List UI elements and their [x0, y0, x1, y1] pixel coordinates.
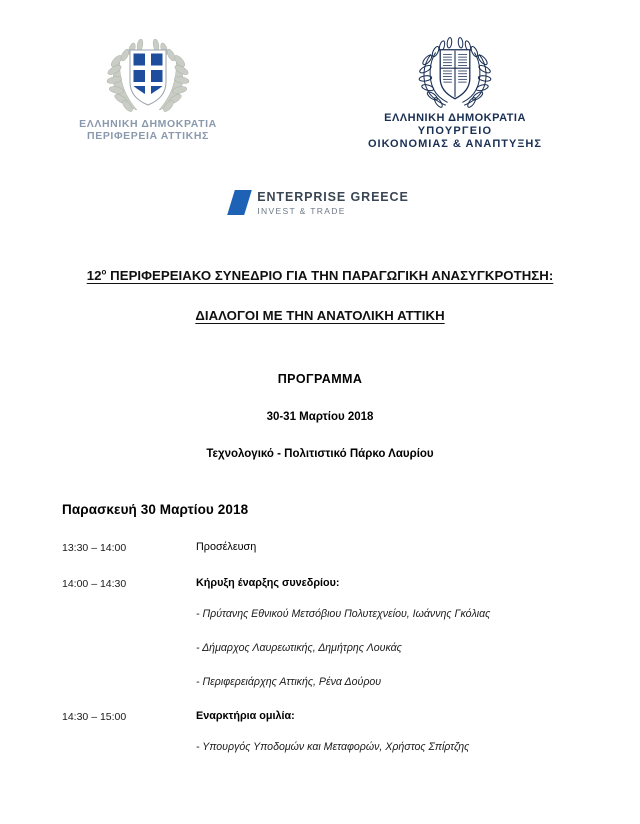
schedule-subitem-row	[62, 608, 582, 620]
logo-left-caption-line2: ΠΕΡΙΦΕΡΕΙΑ ΑΤΤΙΚΗΣ	[87, 130, 209, 143]
logo-left-caption	[52, 118, 244, 143]
logo-ministry-economy-development	[352, 34, 558, 151]
logo-region-attica	[52, 34, 244, 143]
schedule-entry-title: Προσέλευση	[196, 541, 257, 553]
program-label: ΠΡΟΓΡΑΜΜΑ	[277, 372, 363, 386]
schedule-subitem-row	[62, 676, 582, 688]
schedule-subitem-spacer	[62, 676, 196, 688]
schedule-entry-row	[62, 710, 582, 723]
schedule-section	[62, 502, 582, 775]
conference-title	[0, 268, 640, 323]
program-venue: Τεχνολογικό - Πολιτιστικό Πάρκο Λαυρίου	[206, 448, 434, 460]
conference-ordinal-number: 12	[86, 268, 102, 283]
schedule-entry-list	[62, 541, 582, 753]
enterprise-greece-tagline: INVEST & TRADE	[257, 205, 346, 216]
schedule-subitem-text: - Περιφερειάρχης Αττικής, Ρένα Δούρου	[196, 676, 382, 688]
enterprise-greece-mark-icon	[227, 190, 252, 215]
schedule-subitem-spacer	[62, 642, 196, 654]
logo-right-caption	[352, 112, 558, 151]
program-dates: 30-31 Μαρτίου 2018	[266, 411, 374, 423]
hellenic-republic-coat-of-arms-icon	[106, 34, 190, 114]
logo-right-caption-line3: ΟΙΚΟΝΟΜΙΑΣ & ΑΝΑΠΤΥΞΗΣ	[368, 137, 542, 150]
schedule-subitem-text: - Πρύτανης Εθνικού Μετσόβιου Πολυτεχνείου, Ιωάννης Γκόλιας	[196, 608, 491, 620]
schedule-entry-row	[62, 577, 582, 590]
program-meta	[0, 372, 640, 460]
logo-right-caption-line1: ΕΛΛΗΝΙΚΗ ΔΗΜΟΚΡΑΤΙΑ	[384, 112, 526, 124]
schedule-entry-time: 14:00 – 14:30	[62, 578, 127, 590]
schedule-entry-time: 14:30 – 15:00	[62, 711, 127, 723]
schedule-entry-title: Κήρυξη έναρξης συνεδρίου:	[196, 577, 340, 589]
schedule-subitem-text: - Δήμαρχος Λαυρεωτικής, Δημήτρης Λουκάς	[196, 642, 402, 654]
hellenic-republic-ministry-coat-of-arms-icon	[416, 34, 494, 108]
logo-right-caption-line2: ΥΠΟΥΡΓΕΙΟ	[417, 124, 493, 137]
header-logo-band	[0, 0, 640, 170]
enterprise-greece-name: ENTERPRISE GREECE	[257, 190, 409, 204]
conference-title-line1	[0, 268, 640, 283]
schedule-subitem-spacer	[62, 608, 196, 620]
schedule-entry-time: 13:30 – 14:00	[62, 542, 127, 554]
schedule-entry-title: Εναρκτήρια ομιλία:	[196, 710, 295, 722]
schedule-subitem-spacer	[62, 741, 196, 753]
schedule-subitem-row	[62, 741, 582, 753]
schedule-entry-row	[62, 541, 582, 554]
enterprise-greece-logo-wrap	[0, 190, 640, 216]
conference-ordinal-suffix: ο	[101, 267, 107, 277]
schedule-day-heading: Παρασκευή 30 Μαρτίου 2018	[62, 502, 249, 517]
schedule-subitem-text: - Υπουργός Υποδομών και Μεταφορών, Χρήστος Σπίρτζης	[196, 741, 470, 753]
enterprise-greece-text	[257, 190, 408, 216]
enterprise-greece-logo	[231, 190, 408, 216]
conference-title-line2: ΔΙΑΛΟΓΟΙ ΜΕ ΤΗΝ ΑΝΑΤΟΛΙΚΗ ΑΤΤΙΚΗ	[195, 308, 445, 323]
schedule-subitem-row	[62, 642, 582, 654]
logo-left-caption-line1: ΕΛΛΗΝΙΚΗ ΔΗΜΟΚΡΑΤΙΑ	[79, 118, 217, 130]
conference-title-line1-rest: ΠΕΡΙΦΕΡΕΙΑΚΟ ΣΥΝΕΔΡΙΟ ΓΙΑ ΤΗΝ ΠΑΡΑΓΩΓΙΚΗ ΑΝΑΣΥΓΚΡΟΤΗΣΗ:	[106, 268, 554, 283]
